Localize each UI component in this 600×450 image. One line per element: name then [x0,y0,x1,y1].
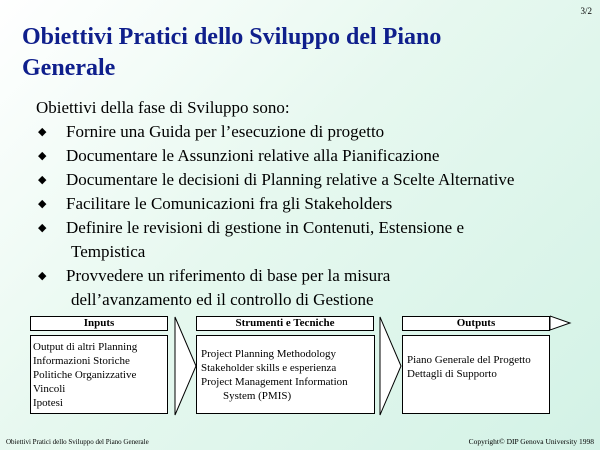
bullet-item [36,168,596,192]
bullet-continuation: dell’avanzamento ed il controllo di Gestione [71,290,374,309]
diamond-bullet-icon: ◆ [38,222,47,234]
inputs-item: Informazioni Storiche [33,355,130,367]
inputs-box [30,335,168,414]
bullet-text: Facilitare le Comunicazioni fra gli Stakeholders [66,194,393,213]
bullet-text: Documentare le Assunzioni relative alla Pianificazione [66,146,440,165]
diamond-bullet-icon: ◆ [38,198,47,210]
tools-header: Strumenti e Tecniche [196,316,374,331]
inputs-item: Vincoli [33,383,66,395]
inputs-item: Output di altri Planning [33,341,138,353]
tools-item: System (PMIS) [223,390,292,402]
bullet-item [36,120,596,144]
tools-item: Project Planning Methodology [201,348,337,360]
diamond-bullet-icon: ◆ [38,126,47,138]
bullet-item [36,216,596,264]
bullet-text: Provvedere un riferimento di base per la misura [66,266,391,285]
inputs-header: Inputs [30,316,168,331]
bullet-list [36,120,596,312]
right-arrow-icon [379,316,403,416]
outputs-box [402,335,550,414]
bullet-item [36,264,596,312]
bullet-text: Definire le revisioni di gestione in Contenuti, Estensione e [66,218,464,237]
title-line-1: Obiettivi Pratici dello Sviluppo del Piano [22,24,442,50]
footer-title: Obiettivi Pratici dello Sviluppo del Piano Generale [6,438,149,446]
outputs-item: Dettagli di Supporto [407,368,497,380]
tools-item: Stakeholder skills e esperienza [201,362,337,374]
intro-text: Obiettivi della fase di Sviluppo sono: [36,98,290,117]
bullet-text: Documentare le decisioni di Planning relative a Scelte Alternative [66,170,515,189]
slide-title [22,22,582,84]
bullet-item [36,192,596,216]
bullet-item [36,144,596,168]
diamond-bullet-icon: ◆ [38,174,47,186]
inputs-item: Politiche Organizzative [33,369,137,381]
right-arrow-icon [174,316,198,416]
inputs-item: Ipotesi [33,397,63,409]
diamond-bullet-icon: ◆ [38,270,47,282]
diamond-bullet-icon: ◆ [38,150,47,162]
footer-copyright: Copyright© DIP Genova University 1998 [468,437,594,446]
tools-item: Project Management Information [201,376,348,388]
outputs-header: Outputs [402,316,550,331]
right-arrow-icon [550,315,572,332]
bullet-text: Fornire una Guida per l’esecuzione di progetto [66,122,385,141]
page-number: 3/2 [580,6,592,16]
tools-box [196,335,375,414]
bullet-continuation: Tempistica [71,242,146,261]
outputs-item: Piano Generale del Progetto [407,354,531,366]
title-line-2: Generale [22,55,116,81]
